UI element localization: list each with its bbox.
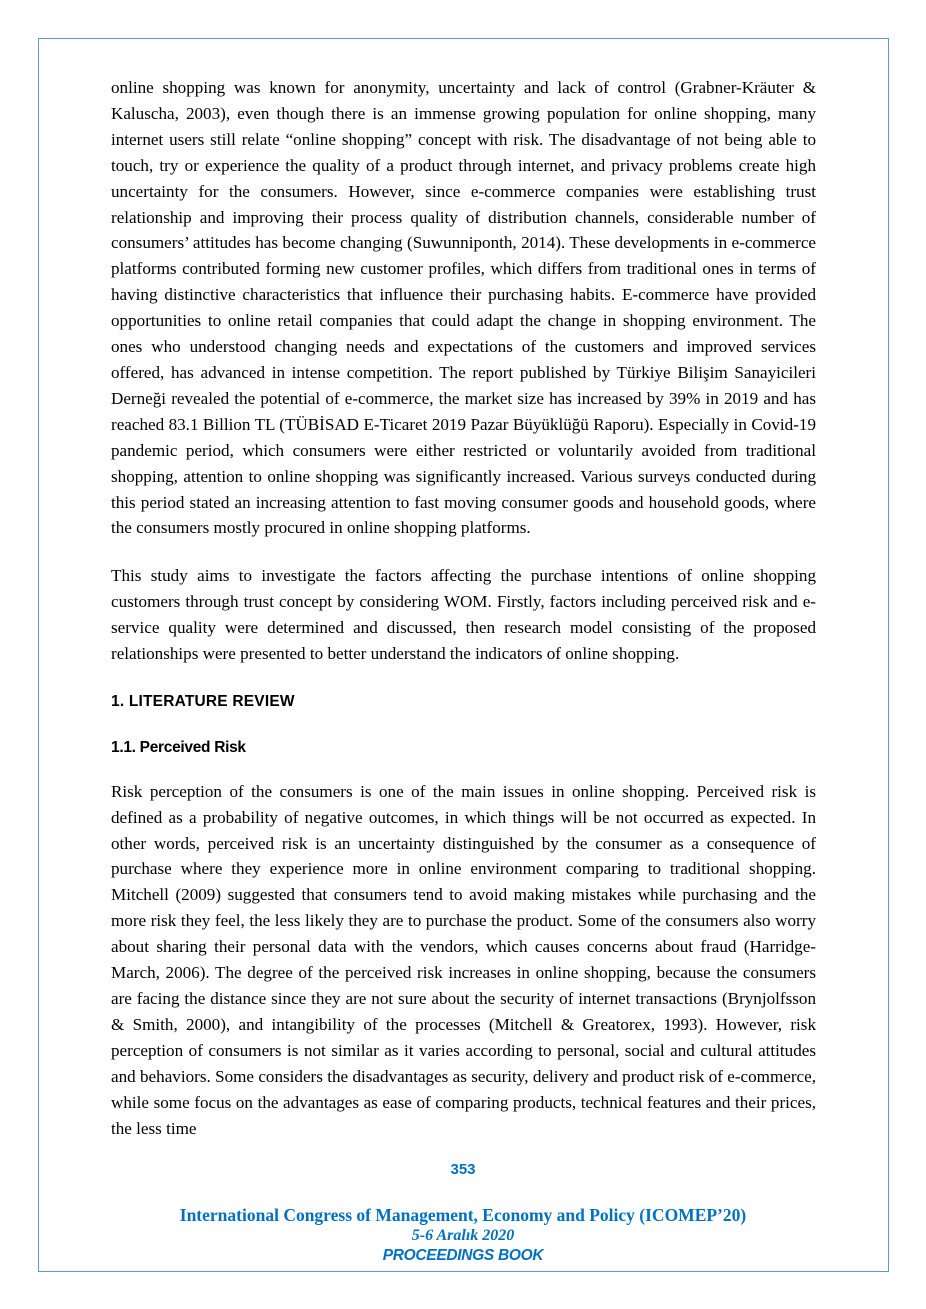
subsection-heading-perceived-risk: 1.1. Perceived Risk xyxy=(111,738,246,756)
page-footer xyxy=(0,1205,926,1266)
page-number: 353 xyxy=(450,1161,476,1178)
footer-conference-title: International Congress of Management, Economy and Policy (ICOMEP’20) xyxy=(179,1205,747,1225)
footer-proceedings-book: PROCEEDINGS BOOK xyxy=(382,1247,544,1264)
body-paragraph-1: online shopping was known for anonymity, uncertainty and lack of control (Grabner-Kräuter & Kaluscha, 2003), even though there is an immense growing population for online shopping, many internet users still relate “online shopping” concept with risk. The disadvantage of not being able to touch, try or experience the quality of a product through internet, and privacy problems create high uncertainty for the consumers. However, since e-commerce companies were establishing trust relationship and improving their process quality of distribution channels, considerable number of consumers’ attitudes has become changing (Suwunniponth, 2014). These developments in e-commerce platforms contributed forming new customer profiles, which differs from traditional ones in terms of having distinctive characteristics that influence their purchasing habits. E-commerce have provided opportunities to online retail companies that could adapt the change in shopping environment. The ones who understood changing needs and expectations of the customers and improved services offered, has advanced in intense competition. The report published by Türkiye Bilişim Sanayicileri Derneği revealed the potential of e-commerce, the market size has increased by 39% in 2019 and has reached 83.1 Billion TL (TÜBİSAD E-Ticaret 2019 Pazar Büyüklüğü Raporu). Especially in Covid-19 pandemic period, which consumers were either restricted or voluntarily avoided from traditional shopping, attention to online shopping was significantly increased. Various surveys conducted during this period stated an increasing attention to fast moving consumer goods and household goods, where the consumers mostly procured in online shopping platforms. xyxy=(111,78,816,538)
page-body xyxy=(111,75,816,1141)
body-paragraph-3: Risk perception of the consumers is one of the main issues in online shopping. Perceived risk is defined as a probability of negative outcomes, in which things will be not occurred as expected. In other words, perceived risk is an uncertainty distinguished by the consumer as a consequence of purchase where they experience more in online environment comparing to traditional shopping. Mitchell (2009) suggested that consumers tend to avoid making mistakes while purchasing and the more risk they feel, the less likely they are to purchase the product. Some of the consumers also worry about sharing their personal data with the vendors, which causes concerns about fraud (Harridge-March, 2006). The degree of the perceived risk increases in online shopping, because the consumers are facing the distance since they are not sure about the security of internet transactions (Brynjolfsson & Smith, 2000), and intangibility of the processes (Mitchell & Greatorex, 1993). However, risk perception of consumers is not similar as it varies according to personal, social and cultural attitudes and behaviors. Some considers the disadvantages as security, delivery and product risk of e-commerce, while some focus on the advantages as ease of comparing products, technical features and their prices, the less time xyxy=(111,781,816,1138)
body-paragraph-2: This study aims to investigate the factors affecting the purchase intentions of online shopping customers through trust concept by considering WOM. Firstly, factors including perceived risk and e-service quality were determined and discussed, then research model consisting of the proposed relationships were presented to better understand the indicators of online shopping. xyxy=(111,566,816,664)
section-heading-literature-review: 1. LITERATURE REVIEW xyxy=(111,692,295,710)
footer-date: 5-6 Aralık 2020 xyxy=(411,1227,515,1244)
